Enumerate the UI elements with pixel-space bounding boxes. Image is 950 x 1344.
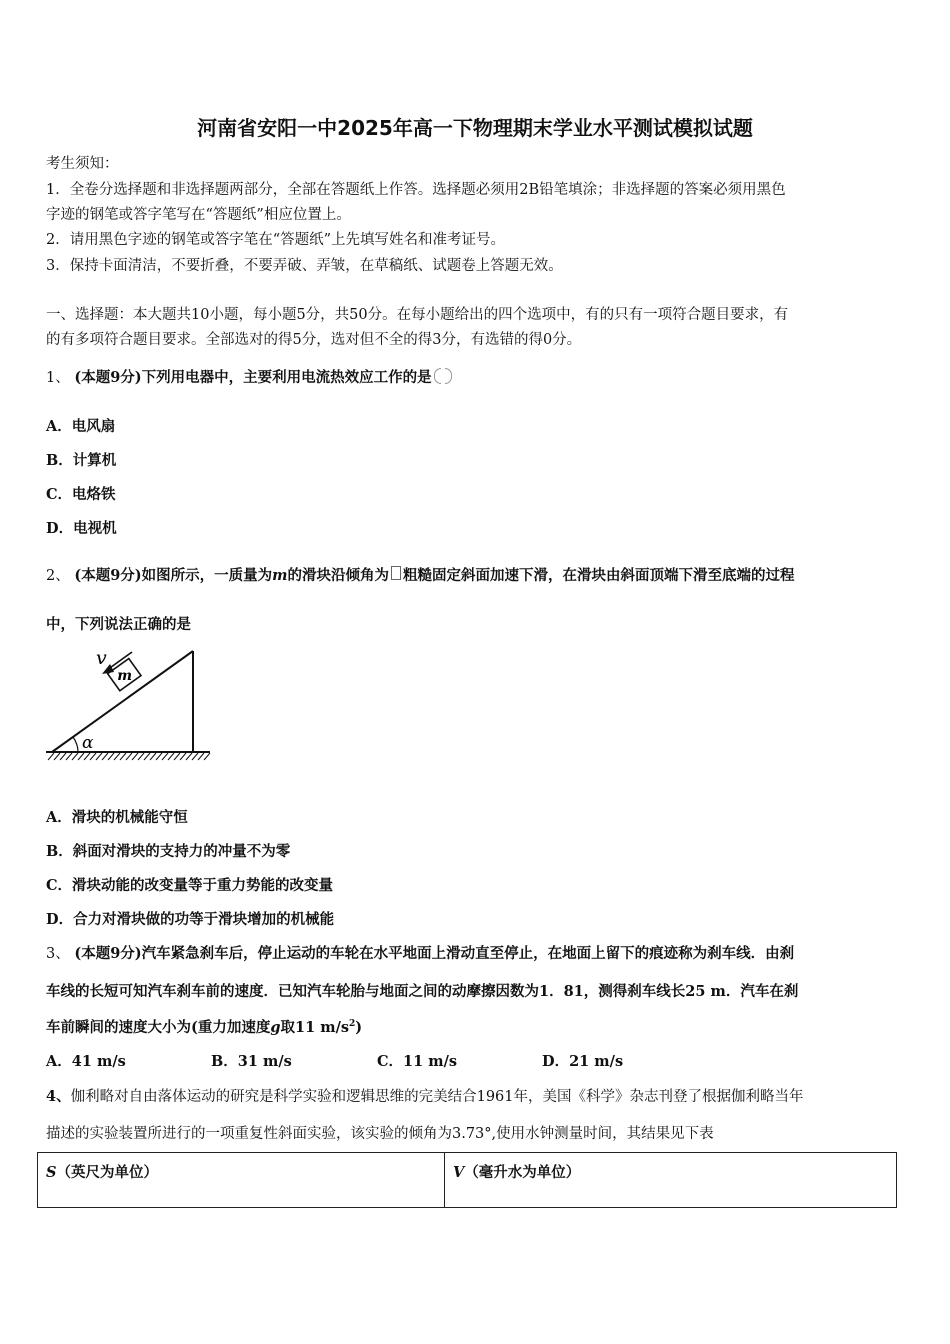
angle-label: α [82,733,94,753]
question-number: 3、 [46,946,70,962]
question-1-option-c[interactable]: C．电烙铁 [46,486,116,503]
question-2-option-d[interactable]: D．合力对滑块做的功等于滑块增加的机械能 [46,911,335,928]
notice-item: 3．保持卡面清洁，不要折叠，不要弄破、弄皱，在草稿纸、试题卷上答题无效。 [46,258,563,274]
question-4-stem-line1 [46,1085,804,1106]
question-4-stem-line2: 描述的实验装置所进行的一项重复性斜面实验，该实验的倾角为3.73°,使用水钟测量时间，其结果见下表 [46,1126,714,1142]
question-text: (本题9分)汽车紧急刹车后，停止运动的车轮在水平地面上滑动直至停止，在地面上留下的痕迹称为刹车线．由刹 [74,945,795,962]
mass-label: m [117,668,133,685]
table-header-v [445,1153,897,1208]
header-unit: （毫升水为单位） [464,1164,581,1181]
question-text: 的滑块沿倾角为 [287,567,389,584]
question-3-stem-line2: 车线的长短可知汽车刹车前的速度．已知汽车轮胎与地面之间的动摩擦因数为1．81，测得刹车线长25 m．汽车在刹 [46,983,799,1000]
question-2-option-b[interactable]: B．斜面对滑块的支持力的冲量不为零 [46,843,291,860]
question-3-stem-line1 [46,942,794,963]
notice-item: 字迹的钢笔或答字笔写在“答题纸”相应位置上。 [46,207,351,223]
question-1-stem [46,366,454,387]
question-1-option-d[interactable]: D．电视机 [46,520,117,537]
question-text: 伽利略对自由落体运动的研究是科学实验和逻辑思维的完美结合1961年，美国《科学》杂志刊登了根据伽利略当年 [70,1089,804,1105]
question-text: ) [355,1019,363,1036]
exponent: 2 [349,1019,356,1030]
question-3-stem-line3 [46,1016,362,1037]
mass-symbol: m [272,567,288,584]
notice-item: 2．请用黑色字迹的钢笔或答字笔在“答题纸”上先填写姓名和准考证号。 [46,232,506,248]
notice-heading: 考生须知： [46,156,119,172]
question-number: 1、 [46,370,70,386]
question-text: 粗糙固定斜面加速下滑，在滑块由斜面顶端下滑至底端的过程 [403,567,795,584]
section-instructions-line2: 的有多项符合题目要求。全部选对的得5分，选对但不全的得3分，有选错的得0分。 [46,332,582,348]
question-1-option-b[interactable]: B．计算机 [46,452,117,469]
question-text: (本题9分)如图所示，一质量为 [74,567,273,584]
angle-placeholder-icon [391,566,401,580]
question-1-option-a[interactable]: A．电风扇 [46,418,116,435]
ground-hatching [48,753,210,760]
incline-diagram [44,642,214,770]
question-number: 4、 [46,1088,71,1105]
velocity-label: v [96,647,107,669]
section-instructions-line1: 一、选择题：本大题共10小题，每小题5分，共50分。在每小题给出的四个选项中，有的只有一项符合题目要求，有 [46,307,789,323]
question-text: 取11 m/s [280,1019,350,1036]
question-3-option-d[interactable]: D．21 m/s [542,1053,624,1070]
table-header-row [38,1153,897,1208]
sliding-block [108,659,142,693]
question-number: 2、 [46,568,70,584]
angle-arc [73,737,78,752]
answer-blank-parentheses [432,368,454,384]
question-2-option-a[interactable]: A．滑块的机械能守恒 [46,809,188,826]
question-3-option-c[interactable]: C．11 m/s [377,1053,458,1070]
question-text: (本题9分)下列用电器中，主要利用电流热效应工作的是 [74,369,432,386]
question-3-option-a[interactable]: A．41 m/s [46,1053,126,1070]
question-2-stem [46,564,795,585]
g-symbol: g [270,1019,281,1036]
table-header-s [38,1153,445,1208]
question-3-option-b[interactable]: B．31 m/s [211,1053,292,1070]
v-symbol: V [453,1164,465,1181]
page-title: 河南省安阳一中2025年高一下物理期末学业水平测试模拟试题 [197,116,753,140]
question-2-stem-line2: 中，下列说法正确的是 [46,616,191,633]
data-table [37,1152,897,1208]
question-2-option-c[interactable]: C．滑块动能的改变量等于重力势能的改变量 [46,877,334,894]
notice-item: 1．全卷分选择题和非选择题两部分，全部在答题纸上作答。选择题必须用2B铅笔填涂；非选择题的答案必须用黑色 [46,182,786,198]
question-text: 车前瞬间的速度大小为(重力加速度 [46,1019,271,1036]
s-symbol: S [46,1164,57,1181]
header-unit: （英尺为单位） [56,1164,158,1181]
